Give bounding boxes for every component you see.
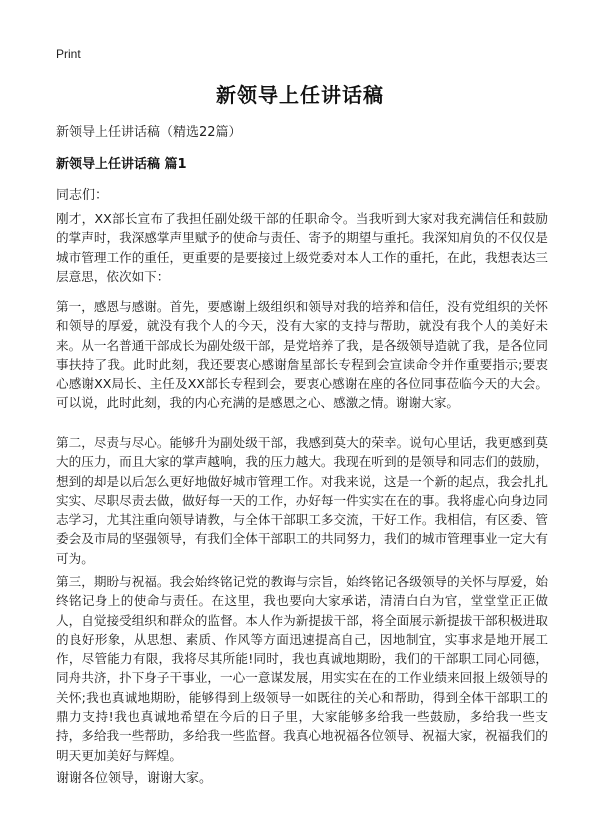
greeting: 同志们： [56,188,109,203]
body-paragraph-3: 第二，尽责与尽心。能够升为副处级干部，我感到莫大的荣幸。说句心里话，我更感到莫大的压力，而且大家的掌声越响，我的压力越大。我现在听到的是领导和同志们的鼓励，想到的却是以后怎么更好地做好城市管理工作。对我来说，这是一个新的起点，我会扎扎实实、尽职尽责去做，做好每一天的工作，办好每一件实实在在的事。我将虚心向身边同志学习，尤其注重向领导请教，与全体干部职工多交流，干好工作。我相信，有区委、管委会及市局的坚强领导，有我们全体干部职工的共同努力，我们的城市管理事业一定大有可为。 [56,435,548,566]
body-paragraph-4: 第三，期盼与祝福。我会始终铭记党的教诲与宗旨，始终铭记各级领导的关怀与厚爱，始终铭记身上的使命与责任。在这里，我也要向大家承诺，清清白白为官，堂堂堂正正做人，自觉接受组织和群众的监督。本人作为新提拔干部，将全面展示新提拔干部积极进取的良好形象，从思想、素质、作风等方面迅速提高自己，因地制宜，实事求是地开展工作，尽管能力有限，我将尽其所能!同时，我也真诚地期盼，我们的干部职工同心同德，同舟共济，扑下身子干事业，一心一意谋发展，用实实在在的工作业绩来回报上级领导的关怀;我也真诚地期盼，能够得到上级领导一如既往的关心和帮助，得到全体干部职工的鼎力支持!我也真诚地希望在今后的日子里，大家能够多给我一些鼓励，多给我一些支持，多给我一些帮助，多给我一些监督。我真心地祝福各位领导、祝福大家，祝福我们的明天更加美好与辉煌。 [56,574,548,763]
print-link[interactable]: Print [56,47,81,61]
section-heading: 新领导上任讲话稿 篇1 [56,157,187,172]
document-title: 新领导上任讲话稿 [216,83,384,107]
body-paragraph-1: 刚才，XX部长宣布了我担任副处级干部的任职命令。当我听到大家对我充满信任和鼓励的掌声时，我深感掌声里赋予的使命与责任、寄予的期望与重托。我深知肩负的不仅仅是城市管理工作的重任，更重要的是要接过上级党委对本人工作的重托，在此，我想表达三层意思，依次如下： [56,211,548,284]
body-paragraph-2: 第一，感恩与感谢。首先，要感谢上级组织和领导对我的培养和信任，没有党组织的关怀和领导的厚爱，就没有我个人的今天，没有大家的支持与帮助，就没有我个人的美好未来。从一名普通干部成长为副处级干部，是党培养了我，是各级领导造就了我，是各位同事扶持了我。此时此刻，我还要衷心感谢詹星部长专程到会宣读命令并作重要指示;要衷心感谢XX局长、主任及XX部长专程到会，要衷心感谢在座的各位同事莅临今天的大会。可以说，此时此刻，我的内心充满的是感恩之心、感激之情。谢谢大家。 [56,299,548,411]
document-subtitle: 新领导上任讲话稿（精选22篇） [56,125,242,140]
closing-line: 谢谢各位领导，谢谢大家。 [56,771,213,786]
